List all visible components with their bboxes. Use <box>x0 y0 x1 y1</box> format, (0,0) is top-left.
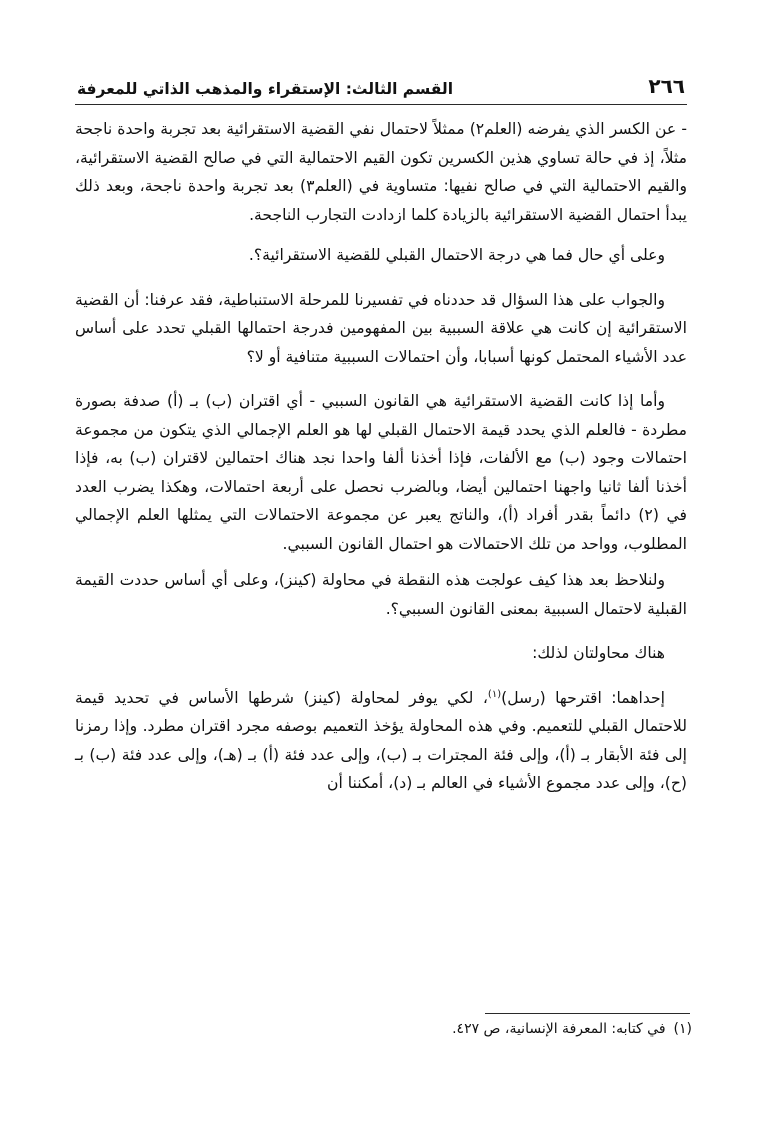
paragraph-russell <box>75 684 687 798</box>
footnote-reference[interactable]: (١) <box>487 688 502 700</box>
book-page <box>75 70 687 798</box>
footnote <box>452 1018 692 1040</box>
paragraph-continuation: - عن الكسر الذي يفرضه (العلم٢) ممثلاً لاحتمال نفي القضية الاستقرائية بعد تجربة واحدة ناجحة مثلاً، إذ في حالة تساوي هذين الكسرين تكون القيم الاحتمالية التي في صالح القضية الاستقرائية، والقيم الاحتمالية التي في صالح نفيها: متساوية في (العلم٣) بعد تجربة واحدة ناجحة، وبعد ذلك يبدأ احتمال القضية الاستقرائية بالزيادة كلما ازدادت التجارب الناجحة. <box>75 120 688 224</box>
running-header-title: القسم الثالث: الإستقراء والمذهب الذاتي للمعرفة <box>77 80 454 98</box>
body-text <box>75 115 687 798</box>
header-divider <box>75 104 687 105</box>
paragraph-russell-text-after: ، لكي يوفر لمحاولة (كينز) شرطها الأساس في تحديد قيمة للاحتمال القبلي للتعميم. وفي هذه المحاولة يؤخذ التعميم بوصفه مجرد اقتران مطرد. وإذا رمزنا إلى فئة الأبقار بـ (أ)، وإلى فئة المجترات بـ (ب)، وإلى عدد فئة (أ) بـ (هـ)، وإلى عدد فئة (ب) بـ (ح)، وإلى عدد مجموع الأشياء في العالم بـ (د)، أمكننا أن <box>75 688 687 792</box>
running-header <box>75 70 687 98</box>
footnote-text: في كتابه: المعرفة الإنسانية، ص ٤٢٧. <box>452 1021 666 1037</box>
paragraph-question: وعلى أي حال فما هي درجة الاحتمال القبلي للقضية الاستقرائية؟. <box>248 246 665 264</box>
paragraph-keynes: ولنلاحظ بعد هذا كيف عولجت هذه النقطة في محاولة (كينز)، وعلى أي أساس حددت القيمة القبلية لاحتمال السببية بمعنى القانون السببي؟. <box>75 571 687 618</box>
page-number: ٢٦٦ <box>648 74 685 98</box>
paragraph-answer: والجواب على هذا السؤال قد حددناه في تفسيرنا للمرحلة الاستنباطية، فقد عرفنا: أن القضية الاستقرائية إن كانت هي علاقة السببية بين المفهومين فدرجة احتمالها القبلي تحدد على أساس عدد الأشياء المحتمل كونها أسبابا، وأن احتمالات السببية متنافية أو لا؟ <box>75 290 687 366</box>
paragraph-russell-text-before: إحداهما: اقترحها (رسل) <box>501 688 665 707</box>
paragraph-two-attempts: هناك محاولتان لذلك: <box>532 644 665 662</box>
paragraph-causal-law: وأما إذا كانت القضية الاستقرائية هي القانون السببي - أي اقتران (ب) بـ (أ) صدفة بصورة مطردة - فالعلم الذي يحدد قيمة الاحتمال القبلي لها هو العلم الإجمالي الذي يتكون من مجموعة احتمالات وجود (ب) مع الألفات، فإذا أخذنا ألفا واحدا نجد هناك احتمالين لاقتران (ب) به، فإذا أخذنا ألفا ثانيا واجهنا احتمالين أيضا، وبالضرب نحصل على أربعة احتمالات، وهكذا يضرب العدد في (٢) دائماً بقدر أفراد (أ)، والناتج يعبر عن مجموعة الاحتمالات التي يمثلها العلم الإجمالي المطلوب، وواحد من تلك الاحتمالات هو احتمال القانون السببي. <box>75 392 687 553</box>
footnote-divider <box>485 1013 690 1014</box>
footnote-marker: (١) <box>673 1021 692 1037</box>
